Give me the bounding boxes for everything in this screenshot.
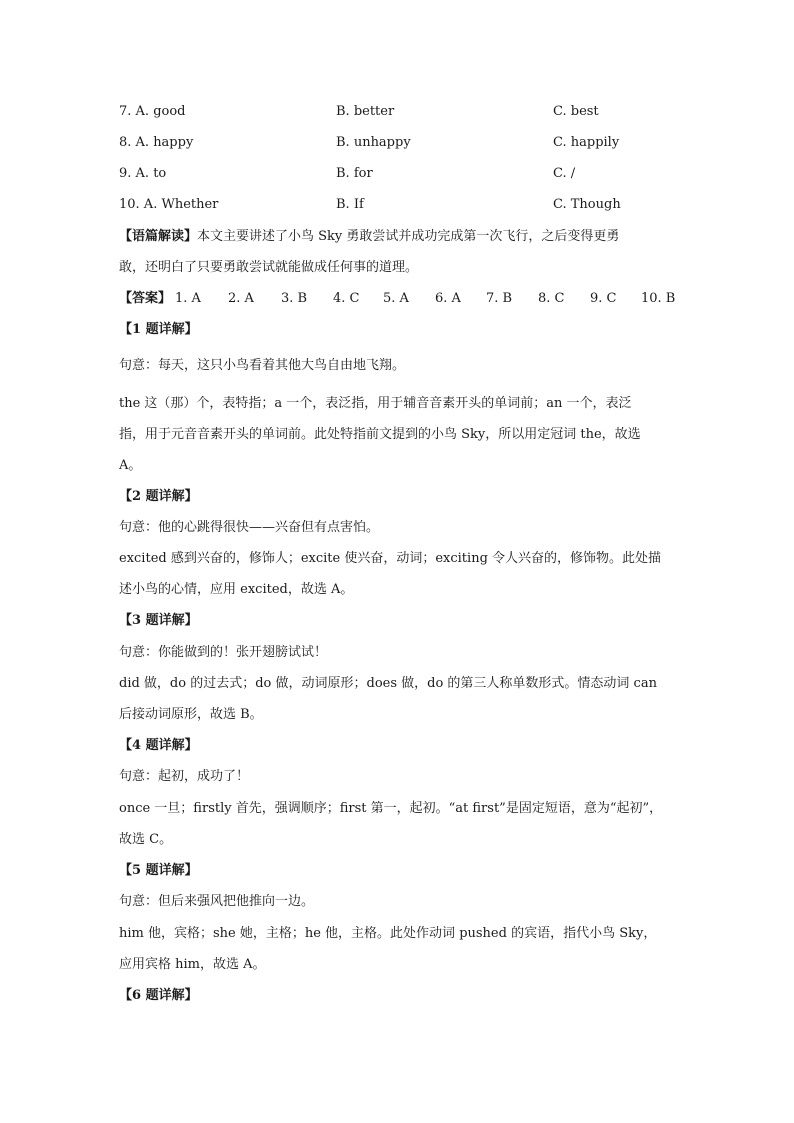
answer-item: 8. C: [538, 291, 565, 306]
answer-item: 3. B: [281, 291, 308, 306]
passage-summary-line-2: 敢，还明白了只要勇敢尝试就能做成任何事的道理。: [119, 260, 419, 275]
question-3-sentence: 句意：你能做到的！张开翅膀试试！: [119, 645, 328, 660]
question-4-explanation-line: 故选 C。: [119, 832, 173, 847]
option-c: C. Though: [553, 197, 621, 212]
question-5-explanation-line: 应用宾格 him，故选 A。: [119, 957, 266, 972]
question-1-explanation-line: A。: [119, 458, 142, 473]
option-b: B. unhappy: [336, 135, 411, 150]
option-c: C. best: [553, 104, 599, 119]
question-4-heading: 【4 题详解】: [119, 738, 198, 753]
option-c: C. /: [553, 166, 576, 181]
question-1-heading: 【1 题详解】: [119, 322, 198, 337]
answer-item: 6. A: [435, 291, 461, 306]
answer-item: 4. C: [333, 291, 360, 306]
answer-item: 10. B: [641, 291, 676, 306]
question-5-heading: 【5 题详解】: [119, 863, 198, 878]
question-4-sentence: 句意：起初，成功了！: [119, 769, 250, 784]
passage-label: 【语篇解读】: [119, 229, 198, 244]
question-1-explanation-line: 指，用于元音音素开头的单词前。此处特指前文提到的小鸟 Sky，所以用定冠词 the，故选: [119, 427, 641, 442]
question-3-heading: 【3 题详解】: [119, 613, 198, 628]
question-3-explanation-line: did 做，do 的过去式；do 做，动词原形；does 做，do 的第三人称单数形式。情态动词 can: [119, 676, 657, 691]
question-3-explanation-line: 后接动词原形，故选 B。: [119, 707, 263, 722]
answer-item: 7. B: [486, 291, 513, 306]
answer-item: 1. A: [175, 291, 201, 306]
answer-item: 5. A: [383, 291, 409, 306]
option-c: C. happily: [553, 135, 620, 150]
option-b: B. for: [336, 166, 373, 181]
question-5-sentence: 句意：但后来强风把他推向一边。: [119, 894, 315, 909]
question-1-sentence: 句意：每天，这只小鸟看着其他大鸟自由地飞翔。: [119, 358, 406, 373]
answer-label: 【答案】: [119, 291, 172, 306]
question-2-heading: 【2 题详解】: [119, 489, 198, 504]
passage-text: 本文主要讲述了小鸟 Sky 勇敢尝试并成功完成第一次飞行，之后变得更勇: [197, 229, 620, 244]
answer-item: 9. C: [590, 291, 617, 306]
passage-summary-line-1: [119, 227, 679, 247]
question-5-explanation-line: him 他，宾格；she 她，主格；he 他，主格。此处作动词 pushed 的宾语，指代小鸟 Sky，: [119, 926, 657, 941]
option-b: B. If: [336, 197, 364, 212]
question-1-explanation-line: the 这（那）个，表特指；a 一个，表泛指，用于辅音音素开头的单词前；an 一个，表泛: [119, 396, 632, 411]
question-6-heading: 【6 题详解】: [119, 988, 198, 1003]
option-row-7: [119, 102, 679, 122]
option-a: 8. A. happy: [119, 135, 194, 150]
question-2-explanation-line: 述小鸟的心情，应用 excited，故选 A。: [119, 582, 354, 597]
answer-item: 2. A: [228, 291, 254, 306]
option-a: 7. A. good: [119, 104, 186, 119]
question-2-explanation-line: excited 感到兴奋的，修饰人；excite 使兴奋，动词；exciting 令人兴奋的，修饰物。此处描: [119, 551, 662, 566]
option-a: 10. A. Whether: [119, 197, 219, 212]
option-row-10: [119, 195, 679, 215]
answer-key: [119, 289, 679, 309]
option-b: B. better: [336, 104, 395, 119]
option-a: 9. A. to: [119, 166, 167, 181]
option-row-9: [119, 164, 679, 184]
question-4-explanation-line: once 一旦；firstly 首先，强调顺序；first 第一，起初。“at first”是固定短语，意为“起初”，: [119, 801, 663, 816]
question-2-sentence: 句意：他的心跳得很快——兴奋但有点害怕。: [119, 520, 380, 535]
option-row-8: [119, 133, 679, 153]
